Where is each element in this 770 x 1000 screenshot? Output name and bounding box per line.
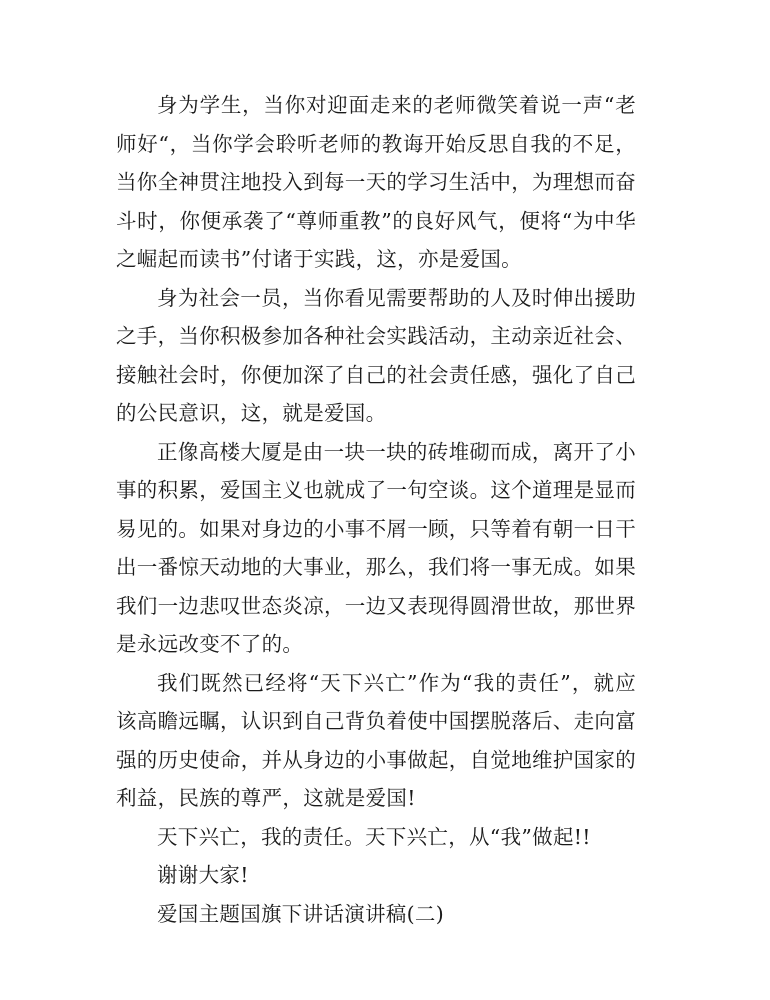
next-speech-title: 爱国主题国旗下讲话演讲稿(二)	[157, 901, 444, 926]
document-body	[116, 86, 636, 933]
paragraph-small-things: 正像高楼大厦是由一块一块的砖堆砌而成，离开了小事的积累，爱国主义也就成了一句空谈。这个道理是显而易见的。如果对身边的小事不屑一顾，只等着有朝一日干出一番惊天动地的大事业，那么，我们将一事无成。如果我们一边悲叹世态炎凉，一边又表现得圆滑世故，那世界是永远改变不了的。	[116, 439, 636, 656]
paragraph-slogan: 天下兴亡，我的责任。天下兴亡，从“我”做起!!	[157, 824, 591, 849]
paragraph-thanks: 谢谢大家!	[157, 863, 249, 887]
paragraph-responsibility: 我们既然已经将“天下兴亡”作为“我的责任”，就应该高瞻远瞩，认识到自己背负着使中国摆脱落后、走向富强的历史使命，并从身边的小事做起，自觉地维护国家的利益，民族的尊严，这就是爱国!	[116, 670, 636, 810]
paragraph-student: 身为学生，当你对迎面走来的老师微笑着说一声“老师好“，当你学会聆听老师的教诲开始反思自我的不足，当你全神贯注地投入到每一天的学习生活中，为理想而奋斗时，你便承袭了“尊师重教”的良好风气，便将“为中华之崛起而读书”付诸于实践，这，亦是爱国。	[116, 93, 636, 271]
paragraph-society-member: 身为社会一员，当你看见需要帮助的人及时伸出援助之手，当你积极参加各种社会实践活动，主动亲近社会、接触社会时，你便加深了自己的社会责任感，强化了自己的公民意识，这，就是爱国。	[116, 285, 636, 425]
